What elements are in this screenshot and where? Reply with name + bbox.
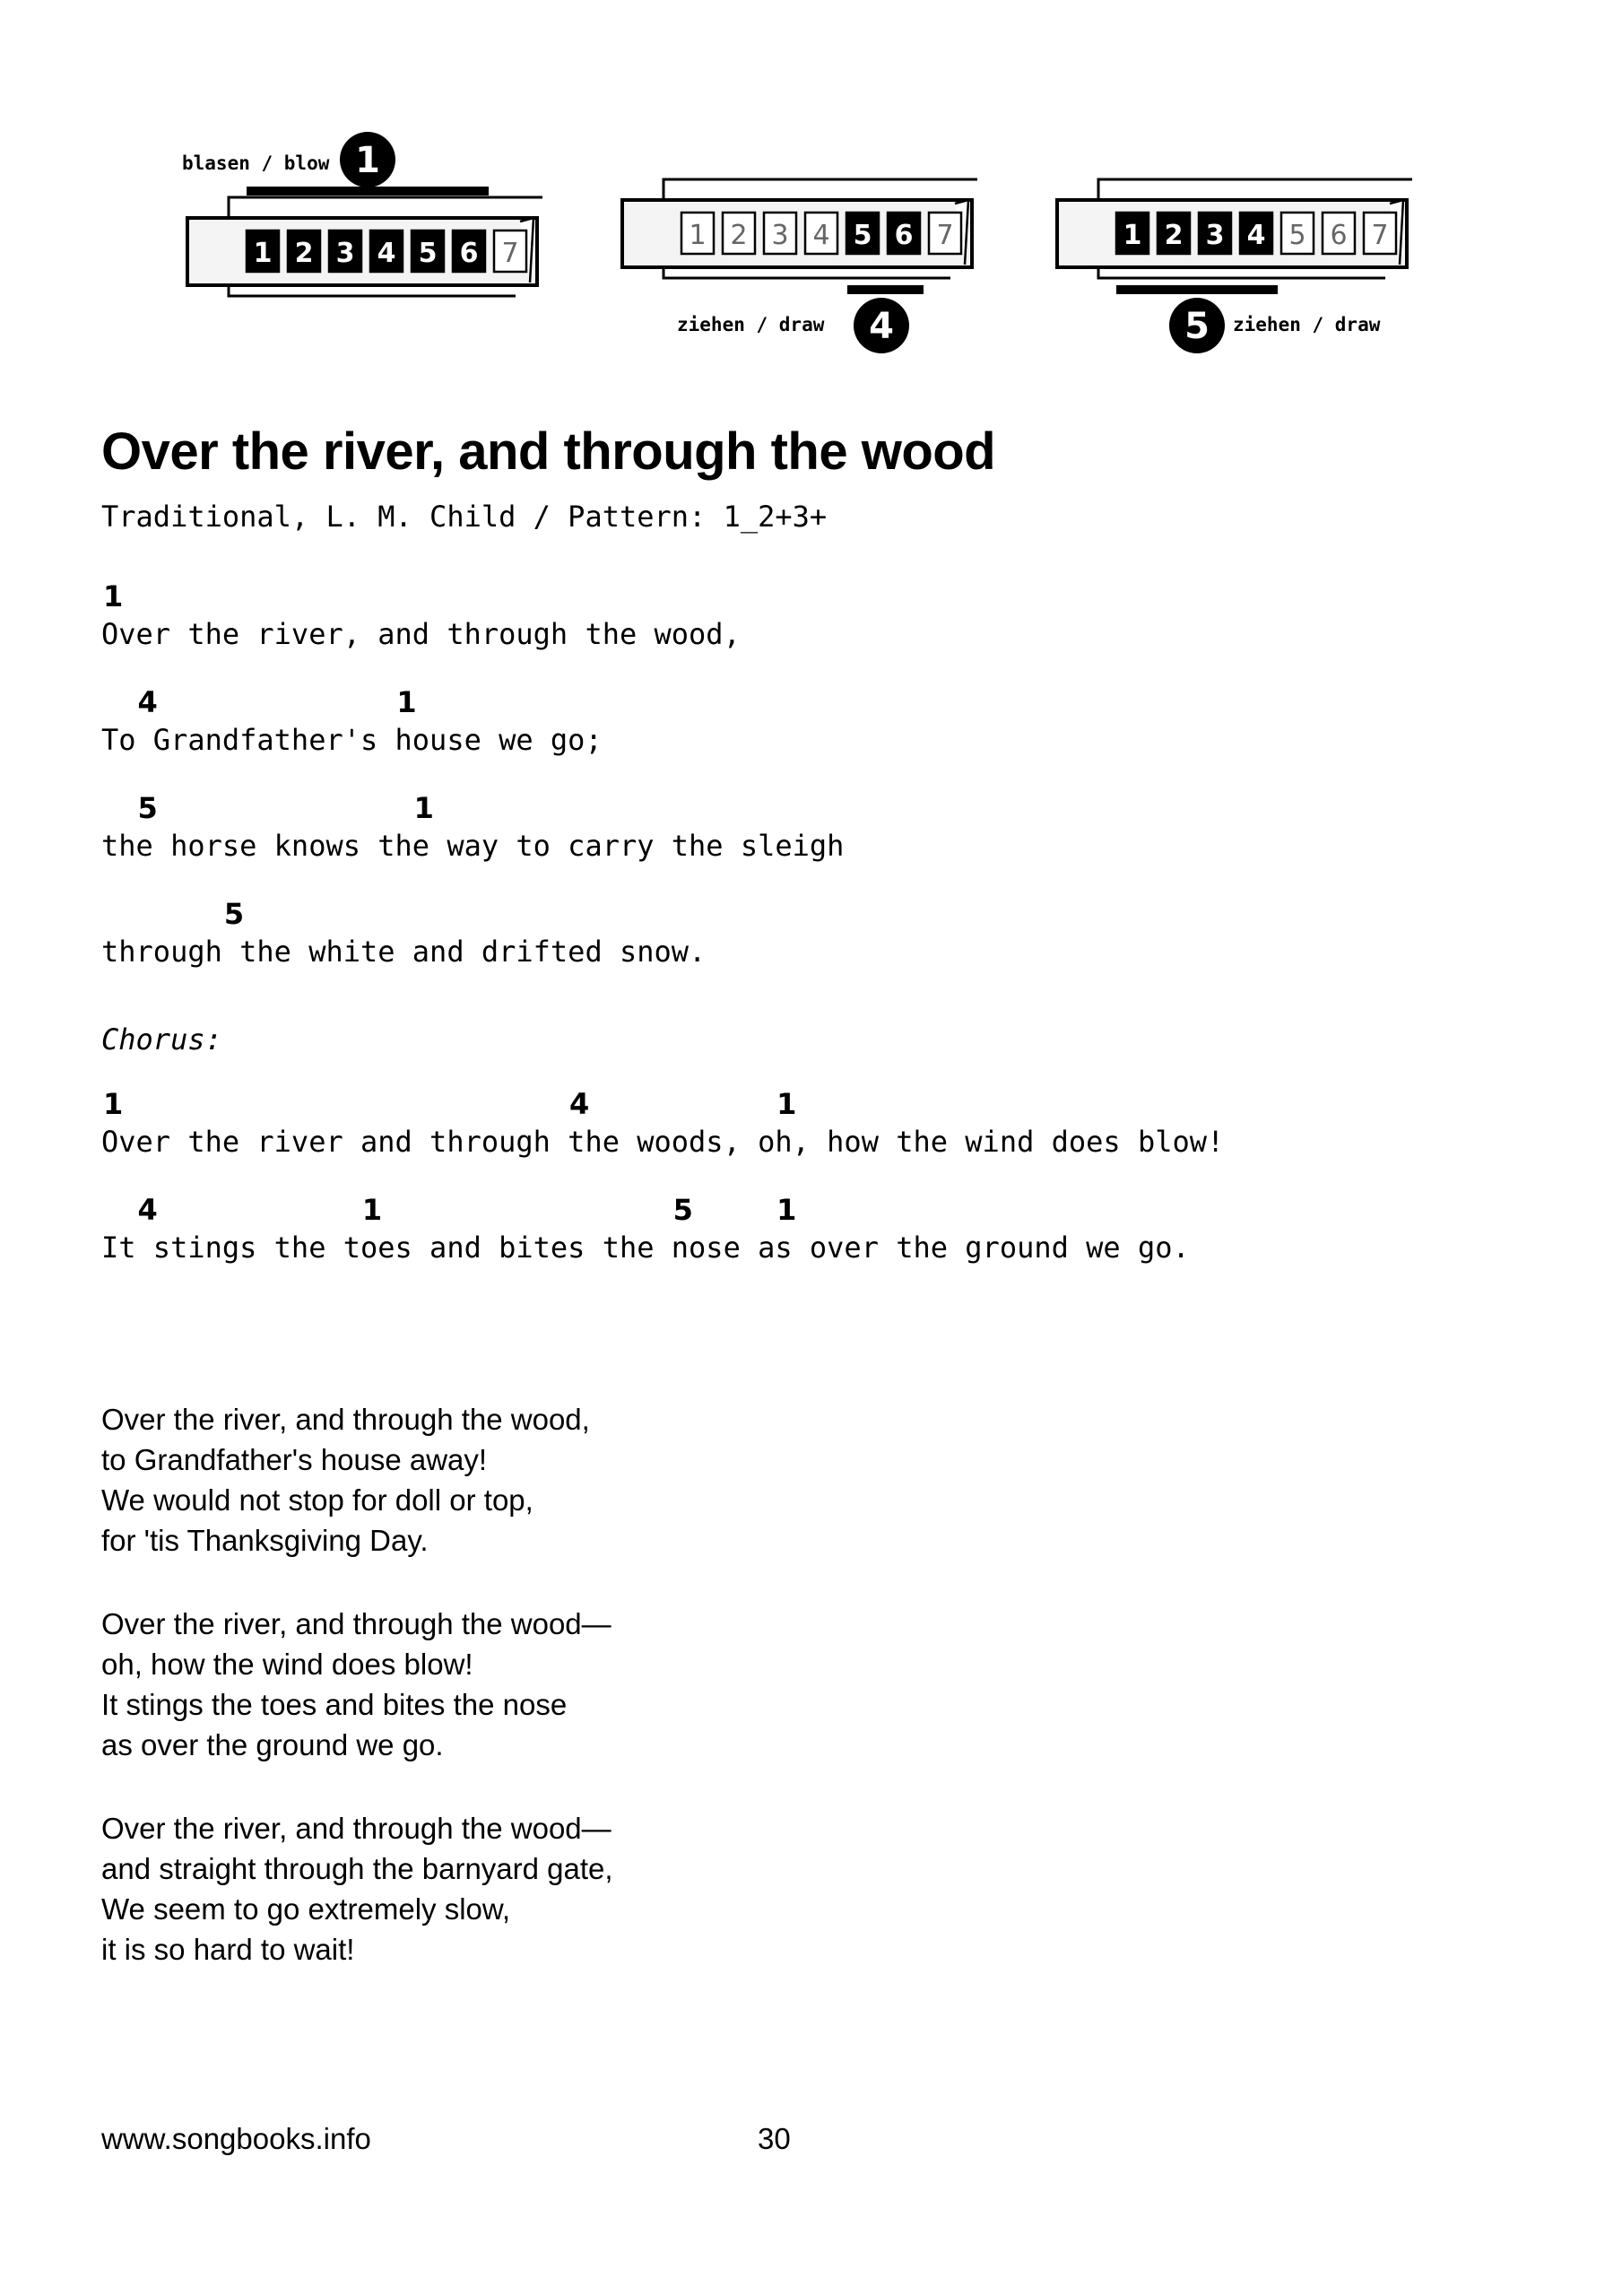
footer-url: www.songbooks.info — [101, 2122, 371, 2155]
stanza-line: oh, how the wind does blow! — [101, 1648, 473, 1681]
harmonica-hole-number: 2 — [1164, 220, 1184, 251]
chord-marker: 4 — [137, 1193, 158, 1227]
chord-marker: 1 — [396, 685, 417, 719]
song-subtitle: Traditional, L. M. Child / Pattern: 1_2+3+ — [101, 500, 828, 534]
harmonica-hole-number: 3 — [1205, 220, 1225, 251]
position-badge-number: 5 — [1184, 306, 1210, 347]
harmonica-hole-number: 5 — [853, 220, 872, 251]
chord-marker: 5 — [223, 897, 245, 931]
harmonica-hole-number: 7 — [501, 238, 519, 269]
stanza — [101, 1808, 908, 1970]
lyric-text: through the white and drifted snow. — [101, 935, 707, 969]
harmonica-hole-number: 2 — [294, 238, 314, 269]
page-number: 30 — [758, 2122, 791, 2155]
stanza-line: Over the river, and through the wood— — [101, 1607, 612, 1640]
stanza-line: We seem to go extremely slow, — [101, 1892, 511, 1926]
harmonica-position-bar — [247, 187, 489, 196]
harmonica-hole-number: 6 — [894, 220, 914, 251]
harmonica-label: ziehen / draw — [677, 314, 825, 335]
lyric-text: To Grandfather's house we go; — [101, 723, 603, 757]
harmonica-top-plate — [229, 197, 542, 218]
chord-lyric-line — [101, 685, 1536, 784]
harmonica-hole-number: 5 — [418, 238, 438, 269]
harmonica-hole-number: 4 — [1246, 220, 1266, 251]
harmonica-hole-number: 7 — [1371, 220, 1389, 251]
chord-lyric-line — [101, 897, 1536, 996]
song-title: Over the river, and through the wood — [101, 422, 996, 481]
stanza-line: for 'tis Thanksgiving Day. — [101, 1524, 429, 1557]
stanza-line: We would not stop for doll or top, — [101, 1483, 533, 1517]
chord-lyric-line — [101, 791, 1536, 890]
chord-marker: 1 — [413, 791, 434, 825]
stanza-line: and straight through the barnyard gate, — [101, 1852, 613, 1885]
harmonica-hole-number: 7 — [936, 220, 954, 251]
position-badge-number: 1 — [355, 140, 380, 181]
harmonica-hole-number: 2 — [730, 220, 748, 251]
lyrics-stanzas — [101, 1399, 908, 2013]
harmonica-hole-number: 3 — [335, 238, 355, 269]
harmonica-hole-number: 4 — [812, 220, 830, 251]
harmonica-label: blasen / blow — [182, 152, 330, 174]
chorus-label: Chorus: — [101, 1022, 222, 1057]
harmonica-diagram — [619, 126, 1058, 359]
harmonica-hole-number: 5 — [1288, 220, 1306, 251]
harmonica-hole-number: 6 — [459, 238, 479, 269]
chord-lyric-line — [101, 579, 1536, 678]
harmonica-diagram — [1054, 126, 1493, 359]
chord-marker: 1 — [776, 1193, 797, 1227]
harmonica-hole-number: 1 — [689, 220, 707, 251]
chord-marker: 1 — [103, 1087, 124, 1121]
lyric-text: Over the river and through the woods, oh, how the wind does blow! — [101, 1125, 1225, 1159]
harmonica-hole-number: 3 — [771, 220, 789, 251]
harmonica-position-bar — [847, 285, 924, 294]
harmonica-hole-number: 1 — [1123, 220, 1142, 251]
stanza-line: Over the river, and through the wood— — [101, 1812, 612, 1845]
harmonica-top-plate — [664, 179, 977, 200]
stanza — [101, 1604, 908, 1765]
stanza-line: to Grandfather's house away! — [101, 1443, 488, 1476]
chord-marker: 1 — [103, 579, 124, 613]
stanza — [101, 1399, 908, 1561]
lyric-text: the horse knows the way to carry the sleigh — [101, 829, 845, 863]
chord-marker: 4 — [569, 1087, 590, 1121]
chord-marker: 5 — [672, 1193, 693, 1227]
stanza-line: Over the river, and through the wood, — [101, 1403, 590, 1436]
harmonica-hole-number: 4 — [377, 238, 396, 269]
harmonica-hole-number: 1 — [253, 238, 273, 269]
position-badge-number: 4 — [869, 306, 894, 347]
harmonica-label: ziehen / draw — [1233, 314, 1381, 335]
chord-marker: 1 — [776, 1087, 797, 1121]
chord-marker: 1 — [361, 1193, 383, 1227]
chord-lyric-line — [101, 1193, 1536, 1292]
chord-marker: 4 — [137, 685, 158, 719]
stanza-line: it is so hard to wait! — [101, 1933, 355, 1966]
harmonica-diagram — [184, 126, 623, 359]
lyric-text: It stings the toes and bites the nose as over the ground we go. — [101, 1231, 1190, 1265]
harmonica-hole-number: 6 — [1330, 220, 1348, 251]
stanza-line: as over the ground we go. — [101, 1728, 444, 1761]
chord-lyric-line — [101, 1087, 1536, 1186]
stanza-line: It stings the toes and bites the nose — [101, 1688, 568, 1721]
harmonica-position-bar — [1116, 285, 1278, 294]
lyric-text: Over the river, and through the wood, — [101, 617, 741, 651]
harmonica-top-plate — [1098, 179, 1412, 200]
chord-marker: 5 — [137, 791, 158, 825]
